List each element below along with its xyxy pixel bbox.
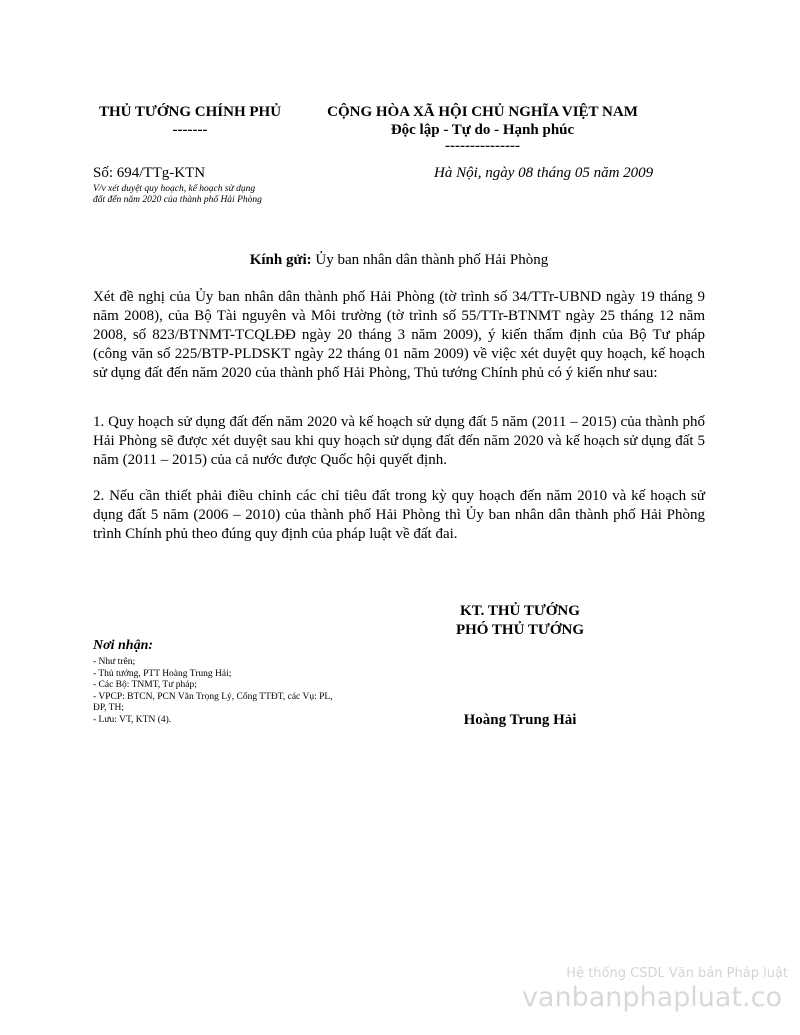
national-title: CỘNG HÒA XÃ HỘI CHỦ NGHĨA VIỆT NAM bbox=[327, 104, 638, 120]
signature-title: PHÓ THỦ TƯỚNG bbox=[455, 622, 585, 638]
list-item: - Các Bộ: TNMT, Tư pháp; bbox=[93, 680, 197, 691]
list-item: - Như trên; bbox=[93, 657, 136, 667]
salutation-label: Kính gửi: bbox=[249, 252, 312, 268]
document-number: Số: 694/TTg-KTN bbox=[93, 165, 206, 181]
document-subject-line2: đất đến năm 2020 của thành phố Hải Phòng bbox=[93, 195, 262, 205]
national-motto: Độc lập - Tự do - Hạnh phúc bbox=[390, 122, 575, 138]
signature-authority: KT. THỦ TƯỚNG bbox=[460, 603, 580, 619]
list-item: - VPCP: BTCN, PCN Văn Trọng Lý, Cổng TTĐT, các Vụ: PL, bbox=[93, 691, 333, 702]
intro-paragraph: Xét đề nghị của Ủy ban nhân dân thành phố Hải Phòng (tờ trình số 34/TTr-UBND ngày 19 tháng 9 năm 2008), của Bộ Tài nguyên và Môi trường (tờ trình số 55/TTr-BTNMT ngày 25 tháng 12 năm 2008, số 823/BTNMT-TCQLĐĐ ngày 20 tháng 3 năm 2009), ý kiến thẩm định của Bộ Tư pháp (công văn số 225/BTP-PLDSKT ngày 22 tháng 01 năm 2009) về việc xét duyệt quy hoạch, kế hoạch sử dụng đất đến năm 2020 của thành phố Hải Phòng, Thủ tướng Chính phủ có ý kiến như sau: bbox=[93, 289, 705, 381]
list-item: - Thủ tướng, PTT Hoàng Trung Hải; bbox=[93, 668, 232, 679]
item-1-paragraph: 1. Quy hoạch sử dụng đất đến năm 2020 và kế hoạch sử dụng đất 5 năm (2011 – 2015) của thành phố Hải Phòng sẽ được xét duyệt sau khi quy hoạch sử dụng đất đến năm 2020 và kế hoạch sử dụng đất 5 năm (2011 – 2015) của cả nước được Quốc hội quyết định. bbox=[93, 414, 705, 468]
item-2-paragraph: 2. Nếu cần thiết phải điều chỉnh các chỉ tiêu đất trong kỳ quy hoạch đến năm 2010 và kế hoạch sử dụng đất 5 năm (2006 – 2010) của thành phố Hải Phòng thì Ủy ban nhân dân thành phố Hải Phòng trình Chính phủ theo đúng quy định của pháp luật về đất đai. bbox=[93, 488, 705, 542]
issuer-rule: ------- bbox=[172, 122, 208, 138]
signer-name: Hoàng Trung Hải bbox=[463, 712, 577, 728]
document-subject-line1: V/v xét duyệt quy hoạch, kế hoạch sử dụng bbox=[93, 184, 256, 194]
motto-rule: --------------- bbox=[445, 138, 520, 154]
watermark-url: vanbanphapluat.co bbox=[521, 982, 782, 1013]
issuer-name: THỦ TƯỚNG CHÍNH PHỦ bbox=[98, 104, 282, 120]
list-item: - Lưu: VT, KTN (4). bbox=[93, 714, 172, 725]
list-item: ĐP, TH; bbox=[93, 703, 124, 714]
salutation-recipient: Ủy ban nhân dân thành phố Hải Phòng bbox=[311, 252, 549, 268]
salutation bbox=[93, 252, 705, 269]
watermark-caption: Hệ thống CSDL Văn bản Pháp luật bbox=[566, 966, 788, 981]
recipients-list bbox=[93, 657, 383, 727]
recipients-title: Nơi nhận: bbox=[93, 638, 154, 653]
place-date: Hà Nội, ngày 08 tháng 05 năm 2009 bbox=[434, 165, 654, 181]
